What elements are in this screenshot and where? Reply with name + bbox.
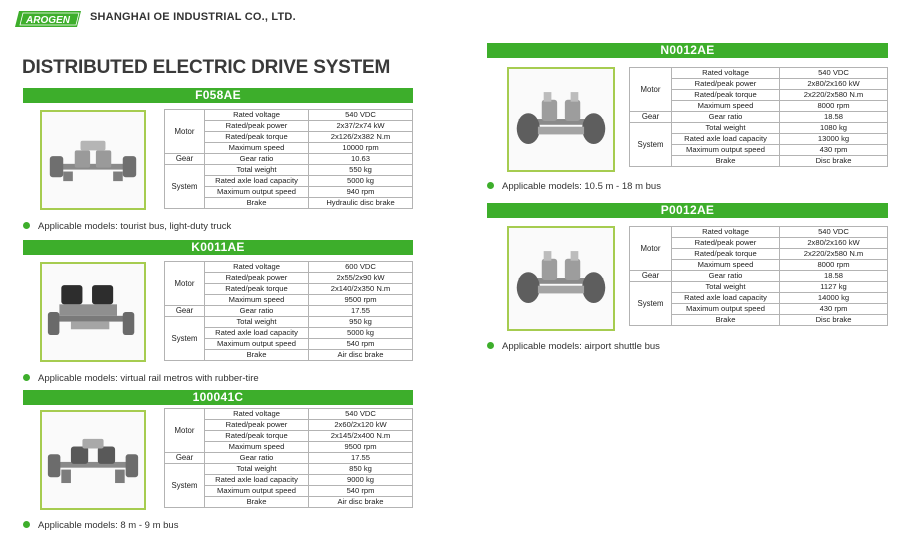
product-card-100041c — [23, 390, 413, 536]
product-photo — [507, 226, 615, 331]
bullet-icon — [23, 374, 30, 381]
spec-label: Gear ratio — [205, 306, 309, 317]
group-motor: Motor — [630, 68, 672, 112]
applicable-models — [487, 341, 660, 352]
spec-value: 18.58 — [780, 271, 888, 282]
table-row — [630, 123, 888, 134]
drive-axle-illustration — [42, 264, 144, 360]
spec-value: 540 VDC — [309, 110, 413, 121]
applicable-models — [23, 373, 259, 384]
spec-label: Rated/peak torque — [205, 431, 309, 442]
spec-value: Air disc brake — [309, 350, 413, 361]
spec-value: 1127 kg — [780, 282, 888, 293]
drive-axle-illustration — [42, 412, 144, 508]
spec-label: Rated voltage — [672, 68, 780, 79]
spec-value: Disc brake — [780, 156, 888, 167]
spec-value: 5000 kg — [309, 176, 413, 187]
group-motor: Motor — [630, 227, 672, 271]
spec-value: 8000 rpm — [780, 101, 888, 112]
table-row — [165, 409, 413, 420]
group-system: System — [165, 317, 205, 361]
company-name: SHANGHAI OE INDUSTRIAL CO., LTD. — [90, 11, 296, 23]
spec-value: 430 rpm — [780, 145, 888, 156]
table-row — [630, 282, 888, 293]
group-system: System — [630, 282, 672, 326]
spec-value: 2x37/2x74 kW — [309, 121, 413, 132]
spec-label: Rated/peak torque — [205, 284, 309, 295]
applicable-text: Applicable models: 8 m - 9 m bus — [38, 520, 179, 531]
spec-label: Brake — [205, 497, 309, 508]
spec-table — [629, 226, 888, 326]
spec-value: 2x220/2x580 N.m — [780, 249, 888, 260]
bullet-icon — [487, 342, 494, 349]
spec-value: 2x140/2x350 N.m — [309, 284, 413, 295]
bullet-icon — [23, 222, 30, 229]
bullet-icon — [23, 521, 30, 528]
spec-label: Rated axle load capacity — [205, 475, 309, 486]
table-row — [165, 165, 413, 176]
spec-value: 9500 rpm — [309, 295, 413, 306]
group-system: System — [165, 464, 205, 508]
group-gear: Gear — [165, 154, 205, 165]
spec-value: 2x80/2x160 kW — [780, 79, 888, 90]
group-system: System — [165, 165, 205, 209]
spec-label: Total weight — [205, 165, 309, 176]
product-photo — [507, 67, 615, 172]
spec-label: Total weight — [672, 123, 780, 134]
spec-label: Rated/peak power — [205, 420, 309, 431]
table-row — [630, 112, 888, 123]
spec-value: 1080 kg — [780, 123, 888, 134]
spec-label: Rated voltage — [205, 110, 309, 121]
spec-label: Maximum output speed — [205, 486, 309, 497]
table-row — [630, 271, 888, 282]
drive-axle-illustration — [509, 228, 613, 329]
spec-value: 540 rpm — [309, 339, 413, 350]
arogen-logo — [15, 10, 83, 28]
table-row — [165, 262, 413, 273]
spec-value: 8000 rpm — [780, 260, 888, 271]
spec-label: Total weight — [205, 317, 309, 328]
product-code-bar: F058AE — [23, 88, 413, 103]
product-photo — [40, 262, 146, 362]
spec-value: 540 rpm — [309, 486, 413, 497]
product-card-k0011ae — [23, 240, 413, 390]
spec-label: Rated/peak power — [672, 238, 780, 249]
spec-label: Rated axle load capacity — [672, 134, 780, 145]
logo-text: AROGEN — [26, 15, 70, 26]
spec-label: Gear ratio — [205, 453, 309, 464]
spec-label: Rated axle load capacity — [672, 293, 780, 304]
spec-value: 2x60/2x120 kW — [309, 420, 413, 431]
spec-label: Rated/peak power — [205, 273, 309, 284]
spec-label: Gear ratio — [205, 154, 309, 165]
spec-label: Rated voltage — [205, 409, 309, 420]
table-row — [165, 464, 413, 475]
spec-label: Maximum speed — [672, 101, 780, 112]
applicable-models — [487, 181, 661, 192]
spec-label: Rated/peak torque — [205, 132, 309, 143]
applicable-models — [23, 221, 231, 232]
spec-value: Disc brake — [780, 315, 888, 326]
product-card-f058ae — [23, 88, 413, 238]
group-gear: Gear — [165, 306, 205, 317]
group-motor: Motor — [165, 110, 205, 154]
spec-value: 850 kg — [309, 464, 413, 475]
spec-table — [164, 408, 413, 508]
spec-table — [629, 67, 888, 167]
spec-label: Maximum output speed — [672, 145, 780, 156]
spec-label: Maximum output speed — [205, 339, 309, 350]
product-card-n0012ae — [487, 43, 889, 193]
spec-label: Brake — [205, 350, 309, 361]
product-code-bar: N0012AE — [487, 43, 888, 58]
table-row — [630, 227, 888, 238]
spec-value: 10.63 — [309, 154, 413, 165]
group-gear: Gear — [165, 453, 205, 464]
applicable-text: Applicable models: tourist bus, light-duty truck — [38, 221, 232, 232]
spec-value: 5000 kg — [309, 328, 413, 339]
spec-value: Hydraulic disc brake — [309, 198, 413, 209]
table-row — [165, 453, 413, 464]
group-gear: Gear — [630, 271, 672, 282]
spec-label: Rated axle load capacity — [205, 176, 309, 187]
spec-value: 14000 kg — [780, 293, 888, 304]
spec-value: 13000 kg — [780, 134, 888, 145]
spec-label: Gear ratio — [672, 112, 780, 123]
spec-value: Air disc brake — [309, 497, 413, 508]
spec-value: 2x126/2x382 N.m — [309, 132, 413, 143]
drive-axle-illustration — [42, 112, 144, 208]
spec-label: Rated axle load capacity — [205, 328, 309, 339]
spec-value: 9000 kg — [309, 475, 413, 486]
spec-label: Gear ratio — [672, 271, 780, 282]
spec-label: Rated/peak torque — [672, 249, 780, 260]
applicable-text: Applicable models: 10.5 m - 18 m bus — [502, 181, 661, 192]
spec-value: 430 rpm — [780, 304, 888, 315]
spec-value: 950 kg — [309, 317, 413, 328]
spec-label: Rated/peak torque — [672, 90, 780, 101]
group-system: System — [630, 123, 672, 167]
group-motor: Motor — [165, 262, 205, 306]
spec-label: Rated/peak power — [205, 121, 309, 132]
applicable-text: Applicable models: virtual rail metros with rubber-tire — [38, 373, 259, 384]
table-row — [165, 154, 413, 165]
spec-label: Brake — [672, 315, 780, 326]
spec-value: 2x145/2x400 N.m — [309, 431, 413, 442]
spec-table — [164, 261, 413, 361]
spec-label: Total weight — [205, 464, 309, 475]
page-title: DISTRIBUTED ELECTRIC DRIVE SYSTEM — [22, 57, 391, 78]
spec-value: 940 rpm — [309, 187, 413, 198]
spec-value: 17.55 — [309, 306, 413, 317]
table-row — [165, 306, 413, 317]
product-code-bar: K0011AE — [23, 240, 413, 255]
spec-table — [164, 109, 413, 209]
bullet-icon — [487, 182, 494, 189]
product-code-bar: 100041C — [23, 390, 413, 405]
spec-label: Brake — [205, 198, 309, 209]
spec-value: 2x220/2x580 N.m — [780, 90, 888, 101]
spec-value: 17.55 — [309, 453, 413, 464]
spec-value: 540 VDC — [309, 409, 413, 420]
spec-label: Maximum speed — [205, 143, 309, 154]
spec-label: Maximum speed — [205, 442, 309, 453]
spec-value: 2x55/2x90 kW — [309, 273, 413, 284]
spec-value: 9500 rpm — [309, 442, 413, 453]
spec-label: Maximum output speed — [672, 304, 780, 315]
spec-value: 18.58 — [780, 112, 888, 123]
spec-value: 550 kg — [309, 165, 413, 176]
spec-label: Maximum speed — [672, 260, 780, 271]
spec-label: Rated voltage — [205, 262, 309, 273]
table-row — [165, 317, 413, 328]
product-code-bar: P0012AE — [487, 203, 888, 218]
group-gear: Gear — [630, 112, 672, 123]
product-photo — [40, 110, 146, 210]
spec-value: 600 VDC — [309, 262, 413, 273]
group-motor: Motor — [165, 409, 205, 453]
applicable-models — [23, 520, 178, 531]
spec-value: 540 VDC — [780, 227, 888, 238]
spec-label: Maximum speed — [205, 295, 309, 306]
drive-axle-illustration — [509, 69, 613, 170]
applicable-text: Applicable models: airport shuttle bus — [502, 341, 660, 352]
table-row — [630, 68, 888, 79]
product-photo — [40, 410, 146, 510]
table-row — [165, 110, 413, 121]
spec-label: Total weight — [672, 282, 780, 293]
spec-value: 540 VDC — [780, 68, 888, 79]
spec-value: 2x80/2x160 kW — [780, 238, 888, 249]
product-card-p0012ae — [487, 203, 889, 353]
spec-label: Rated voltage — [672, 227, 780, 238]
spec-label: Maximum output speed — [205, 187, 309, 198]
spec-label: Brake — [672, 156, 780, 167]
spec-label: Rated/peak power — [672, 79, 780, 90]
spec-value: 10000 rpm — [309, 143, 413, 154]
